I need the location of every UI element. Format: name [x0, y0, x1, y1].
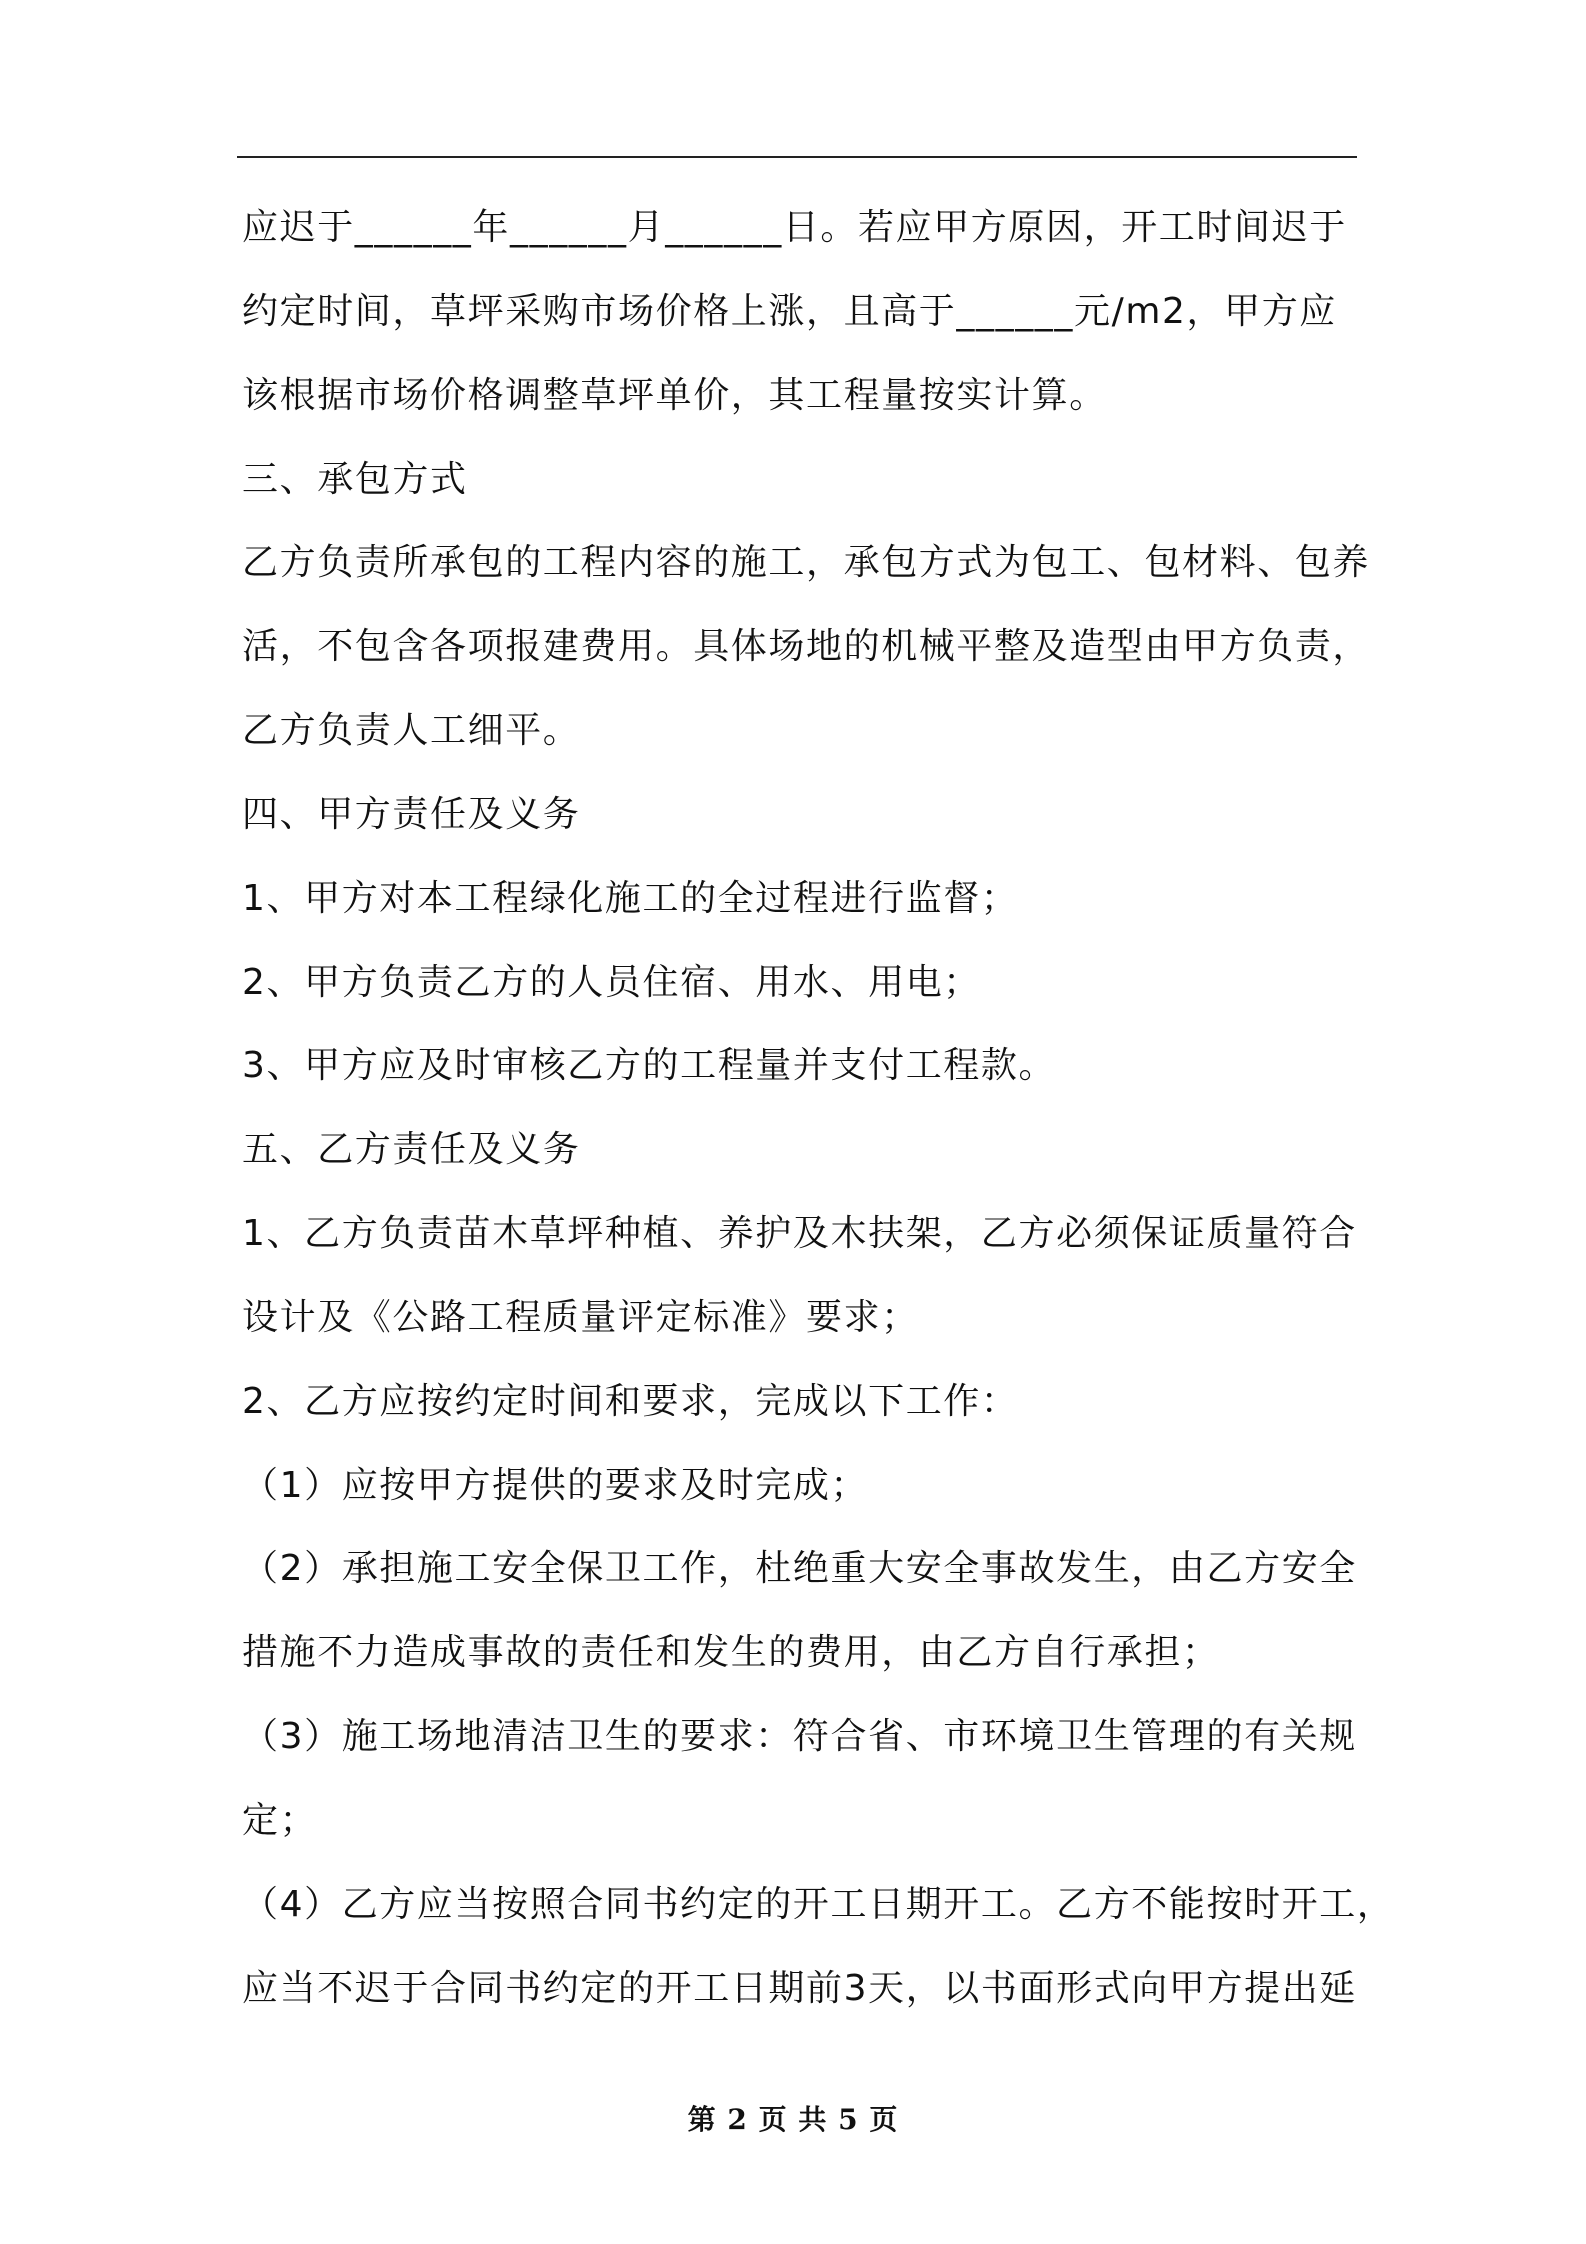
list-item: 2、乙方应按约定时间和要求，完成以下工作：	[242, 1381, 1019, 1422]
page-number: 第 2 页 共 5 页	[687, 2103, 899, 2136]
text-line: 定；	[242, 1800, 318, 1841]
text-line: 应迟于______年______月______日。若应甲方原因，开工时间迟于	[242, 207, 1347, 248]
section-heading: 五、乙方责任及义务	[242, 1129, 581, 1170]
text-line: 设计及《公路工程质量评定标准》要求；	[242, 1297, 919, 1338]
list-item: 1、甲方对本工程绿化施工的全过程进行监督；	[242, 878, 1019, 919]
header-rule	[237, 156, 1357, 158]
text-line: 活，不包含各项报建费用。具体场地的机械平整及造型由甲方负责，	[242, 626, 1371, 667]
text-line: 应当不迟于合同书约定的开工日期前3天，以书面形式向甲方提出延	[242, 1968, 1357, 2009]
text-line: 措施不力造成事故的责任和发生的费用，由乙方自行承担；	[242, 1632, 1220, 1673]
sub-list-item: （3）施工场地清洁卫生的要求：符合省、市环境卫生管理的有关规	[242, 1716, 1357, 1757]
section-heading: 三、承包方式	[242, 459, 468, 500]
text-line: 约定时间，草坪采购市场价格上涨，且高于______元/m2，甲方应	[242, 291, 1337, 332]
sub-list-item: （2）承担施工安全保卫工作，杜绝重大安全事故发生，由乙方安全	[242, 1548, 1357, 1589]
list-item: 2、甲方负责乙方的人员住宿、用水、用电；	[242, 962, 981, 1003]
text-line: 乙方负责所承包的工程内容的施工，承包方式为包工、包材料、包养	[242, 542, 1371, 583]
list-item: 1、乙方负责苗木草坪种植、养护及木扶架，乙方必须保证质量符合	[242, 1213, 1357, 1254]
text-line: 该根据市场价格调整草坪单价，其工程量按实计算。	[242, 375, 1107, 416]
list-item: 3、甲方应及时审核乙方的工程量并支付工程款。	[242, 1045, 1057, 1086]
section-heading: 四、甲方责任及义务	[242, 794, 581, 835]
text-line: 乙方负责人工细平。	[242, 710, 581, 751]
sub-list-item: （1）应按甲方提供的要求及时完成；	[242, 1465, 869, 1506]
sub-list-item: （4）乙方应当按照合同书约定的开工日期开工。乙方不能按时开工，	[242, 1884, 1395, 1925]
